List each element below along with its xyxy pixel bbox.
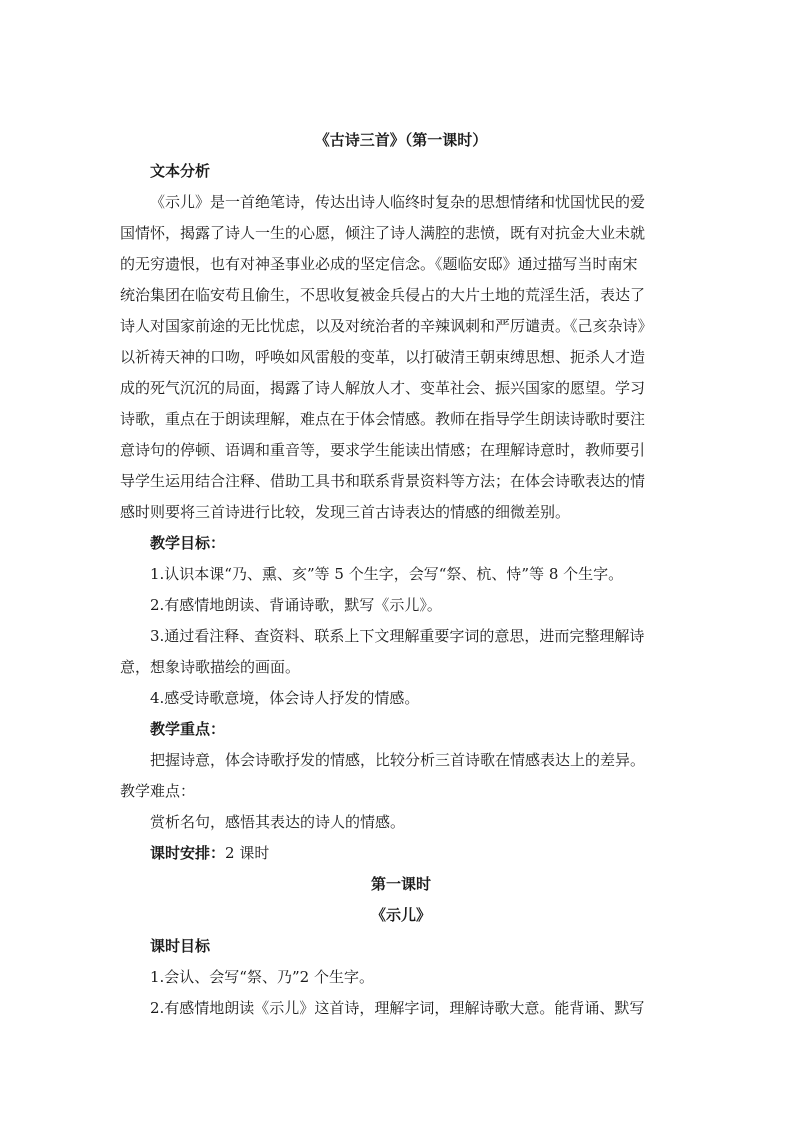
- difficulties-text: 赏析名句，感悟其表达的诗人的情感。: [150, 813, 406, 831]
- schedule-label: 课时安排：: [150, 844, 226, 862]
- paragraph-line: 感时则要将三首诗进行比较，发现三首古诗表达的情感的细微差别。: [120, 503, 571, 521]
- paragraph-line: 统治集团在临安苟且偷生，不思收复被金兵侵占的大片土地的荒淫生活，表达了: [120, 286, 646, 304]
- paragraph-line: 诗人对国家前途的无比忧虑，以及对统治者的辛辣讽刺和严厉谴责。《己亥杂诗》: [120, 317, 653, 335]
- paragraph-line: 意诗句的停顿、语调和重音等，要求学生能读出情感；在理解诗意时，教师要引: [120, 441, 646, 459]
- paragraph-line: 国情怀，揭露了诗人一生的心愿，倾注了诗人满腔的悲愤，既有对抗金大业未就: [120, 224, 646, 242]
- poem-title: 《示儿》: [370, 906, 431, 924]
- paragraph-line: 成的死气沉沉的局面，揭露了诗人解放人才、变革社会、振兴国家的愿望。学习: [120, 379, 646, 397]
- lesson-goal-item: 2.有感情地朗读《示儿》这首诗，理解字词，理解诗歌大意。能背诵、默写: [150, 999, 645, 1017]
- teaching-goal-item: 2.有感情地朗读、背诵诗歌，默写《示儿》。: [150, 596, 442, 614]
- document-body: [120, 125, 682, 1024]
- schedule-value: 2 课时: [225, 844, 270, 862]
- paragraph-line: 导学生运用结合注释、借助工具书和联系背景资料等方法；在体会诗歌表达的情: [120, 472, 646, 490]
- teaching-goals-heading: 教学目标：: [150, 534, 226, 552]
- key-points-heading: 教学重点：: [150, 720, 226, 738]
- teaching-goal-item-continuation: 意，想象诗歌描绘的画面。: [120, 658, 301, 676]
- lesson-one-heading: 第一课时: [370, 875, 431, 893]
- document-title: 《古诗三首》（第一课时）: [314, 131, 488, 149]
- lesson-goal-item: 1.会认、会写“祭、乃”2 个生字。: [150, 968, 374, 986]
- teaching-goal-item: 1.认识本课“乃、熏、亥”等 5 个生字，会写“祭、杭、恃”等 8 个生字。: [150, 565, 624, 583]
- paragraph-line: 《示儿》是一首绝笔诗，传达出诗人临终时复杂的思想情绪和忧国忧民的爱: [150, 193, 646, 211]
- difficulties-heading: 教学难点：: [120, 782, 196, 800]
- lesson-goals-heading: 课时目标: [150, 937, 211, 955]
- paragraph-line: 的无穷遗恨，也有对神圣事业必成的坚定信念。《题临安邸》通过描写当时南宋: [120, 255, 638, 273]
- key-points-text: 把握诗意，体会诗歌抒发的情感，比较分析三首诗歌在情感表达上的差异。: [150, 751, 646, 769]
- teaching-goal-item: 3.通过看注释、查资料、联系上下文理解重要字词的意思，进而完整理解诗: [150, 627, 645, 645]
- text-analysis-paragraph: [120, 187, 682, 528]
- text-analysis-heading: 文本分析: [150, 162, 211, 180]
- schedule-row: [120, 838, 682, 869]
- teaching-goal-item: 4.感受诗歌意境，体会诗人抒发的情感。: [150, 689, 420, 707]
- paragraph-line: 以祈祷天神的口吻，呼唤如风雷般的变革，以打破清王朝束缚思想、扼杀人才造: [120, 348, 646, 366]
- paragraph-line: 诗歌，重点在于朗读理解，难点在于体会情感。教师在指导学生朗读诗歌时要注: [120, 410, 646, 428]
